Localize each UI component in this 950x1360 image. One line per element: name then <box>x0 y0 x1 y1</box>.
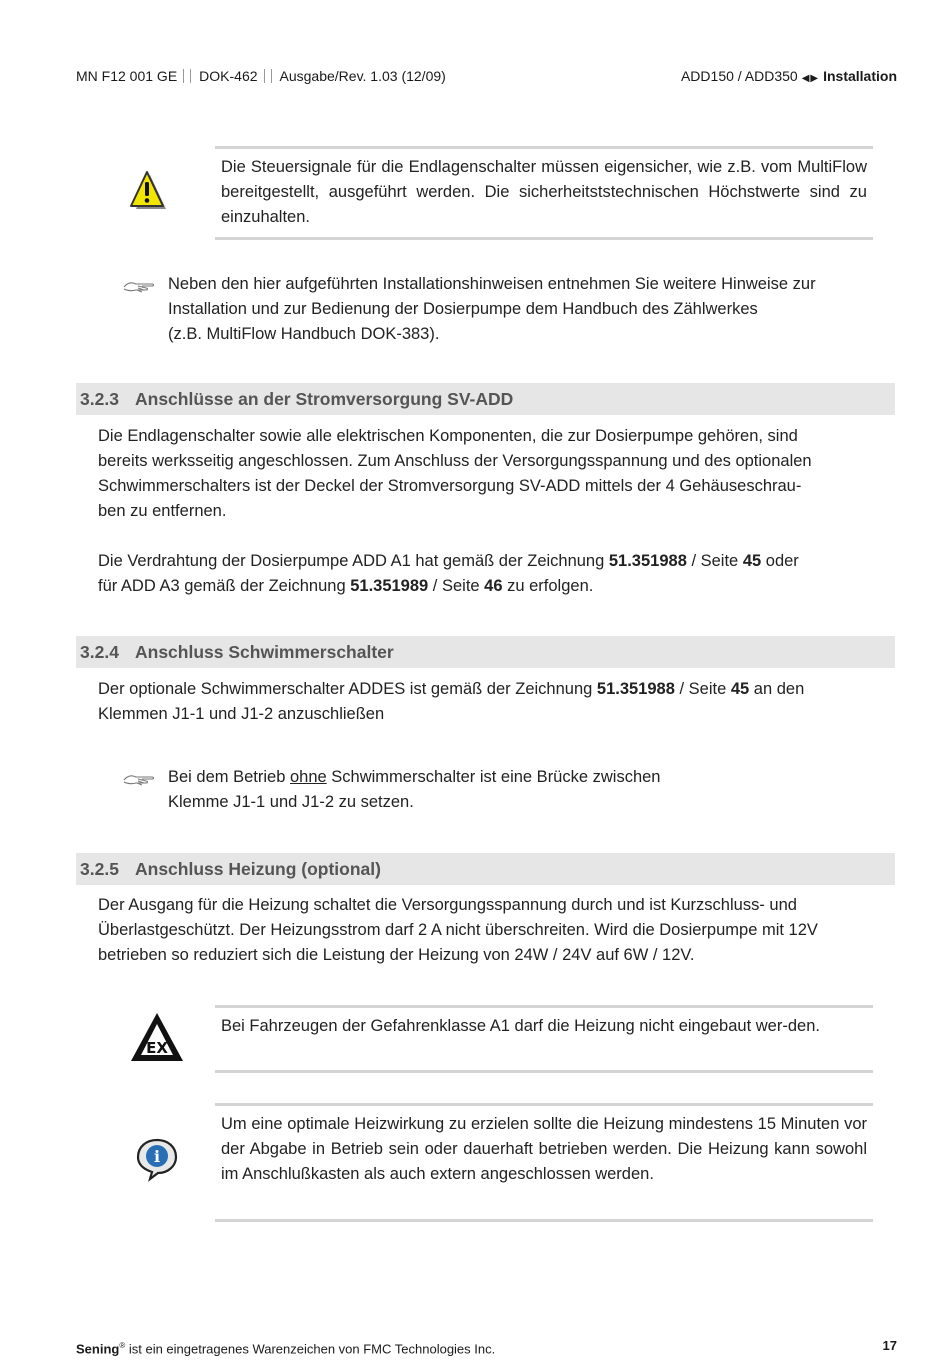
text: / Seite <box>686 552 743 570</box>
info-notice-text: Um eine optimale Heizwirkung zu erzielen sollte die Heizung mindestens 15 Minuten vor der Abgabe in Betrieb sein oder dauerhaft betrieben werden. Die Heizung kann sowohl im Anschlußkasten als auch extern angeschlossen werden. <box>221 1115 867 1183</box>
text: Bei dem Betrieb <box>168 768 290 786</box>
header-left <box>76 66 446 86</box>
page-number: 46 <box>484 577 503 595</box>
warning-triangle-icon <box>126 169 168 215</box>
section-number: 3.2.4 <box>80 642 119 662</box>
nav-triangles-icon: ◀▶ <box>801 73 820 84</box>
wiring-paragraph-line <box>98 549 895 574</box>
ex-hazard-icon <box>128 1010 186 1064</box>
doc-id: DOK-462 <box>199 68 258 84</box>
section-heading-3-2-3 <box>76 383 895 415</box>
tip-line: Neben den hier aufgeführten Installationshinweisen entnehmen Sie weitere Hinweise zur <box>168 275 816 293</box>
warning-notice <box>215 146 873 240</box>
bridge-tip <box>168 765 660 815</box>
registered-mark: ® <box>119 1341 126 1350</box>
ex-notice-text: Bei Fahrzeugen der Gefahrenklasse A1 darf die Heizung nicht eingebaut wer-den. <box>221 1017 820 1035</box>
text: / Seite <box>674 680 731 698</box>
ex-notice <box>215 1005 873 1073</box>
text: Die Verdrahtung der Dosierpumpe ADD A1 hat gemäß der Zeichnung <box>98 552 609 570</box>
info-notice <box>215 1103 873 1222</box>
page-number: 45 <box>730 680 750 698</box>
brand-name: Sening <box>76 1341 120 1357</box>
info-icon <box>134 1136 180 1182</box>
installation-tip <box>168 272 816 347</box>
trademark-text: ist ein eingetragenes Warenzeichen von FMC Technologies Inc. <box>125 1341 496 1357</box>
paragraph-line: betrieben so reduziert sich die Leistung der Heizung von 24W / 24V auf 6W / 12V. <box>98 946 695 964</box>
drawing-number: 51.351988 <box>596 680 675 698</box>
text: für ADD A3 gemäß der Zeichnung <box>98 577 351 595</box>
pointing-hand-icon <box>122 278 156 294</box>
page-footer <box>76 1336 897 1356</box>
text: oder <box>761 552 799 570</box>
text: Schwimmerschalter ist eine Brücke zwischen <box>326 768 661 786</box>
section-3-2-3-body <box>98 424 895 599</box>
separator <box>183 69 191 83</box>
page-number: 45 <box>742 552 762 570</box>
section-number: 3.2.3 <box>80 389 119 409</box>
text: an den <box>749 680 805 698</box>
section-heading-3-2-4 <box>76 636 895 668</box>
paragraph-line: Schwimmerschalters ist der Deckel der Stromversorgung SV-ADD mittels der 4 Gehäuseschrau- <box>98 477 802 495</box>
page-number: 17 <box>882 1338 897 1353</box>
underlined-text: ohne <box>289 768 327 786</box>
wiring-paragraph-line <box>98 574 895 599</box>
tip-line <box>168 765 660 790</box>
doc-number: MN F12 001 GE <box>76 68 178 84</box>
section-3-2-4-body <box>98 677 895 727</box>
section-3-2-5-body <box>98 893 895 968</box>
tip-line: Klemme J1-1 und J1-2 zu setzen. <box>168 793 414 811</box>
paragraph-line: Die Endlagenschalter sowie alle elektrischen Komponenten, die zur Dosierpumpe gehören, sind <box>98 427 798 445</box>
section-title: Anschluss Schwimmerschalter <box>135 642 394 662</box>
ex-label: EX <box>146 1039 168 1057</box>
drawing-number: 51.351988 <box>608 552 687 570</box>
paragraph-line: bereits werksseitig angeschlossen. Zum Anschluss der Versorgungsspannung und des optionalen <box>98 452 812 470</box>
product-name: ADD150 / ADD350 <box>680 68 798 84</box>
text: / Seite <box>428 577 485 595</box>
trademark-notice <box>76 1336 495 1359</box>
warning-text: Die Steuersignale für die Endlagenschalter müssen eigensicher, wie z.B. vom MultiFlow bereitgestellt, ausgeführt werden. Die sicherheitststechnischen Höchstwerte sind zu einzuhalten. <box>221 158 867 226</box>
text: zu erfolgen. <box>502 577 594 595</box>
pointing-hand-icon <box>122 771 156 787</box>
page-header <box>76 66 897 86</box>
info-label: i <box>153 1147 161 1166</box>
paragraph-line <box>98 677 895 702</box>
paragraph-line: Klemmen J1-1 und J1-2 anzuschließen <box>98 705 385 723</box>
paragraph-line: Überlastgeschützt. Der Heizungsstrom darf 2 A nicht überschreiten. Wird die Dosierpumpe mit 12V <box>98 921 818 939</box>
header-right <box>681 66 897 89</box>
section-heading-3-2-5 <box>76 853 895 885</box>
chapter-name: Installation <box>823 68 897 84</box>
drawing-number: 51.351989 <box>350 577 429 595</box>
paragraph-line: Der Ausgang für die Heizung schaltet die Versorgungsspannung durch und ist Kurzschluss- und <box>98 896 797 914</box>
section-number: 3.2.5 <box>80 859 119 879</box>
separator <box>264 69 272 83</box>
revision: Ausgabe/Rev. 1.03 (12/09) <box>279 68 446 84</box>
section-title: Anschlüsse an der Stromversorgung SV-ADD <box>135 389 514 409</box>
section-title: Anschluss Heizung (optional) <box>135 859 381 879</box>
paragraph-line: ben zu entfernen. <box>98 502 227 520</box>
tip-line: Installation und zur Bedienung der Dosierpumpe dem Handbuch des Zählwerkes <box>168 300 758 318</box>
text: Der optionale Schwimmerschalter ADDES ist gemäß der Zeichnung <box>98 680 597 698</box>
tip-line: (z.B. MultiFlow Handbuch DOK-383). <box>168 325 440 343</box>
